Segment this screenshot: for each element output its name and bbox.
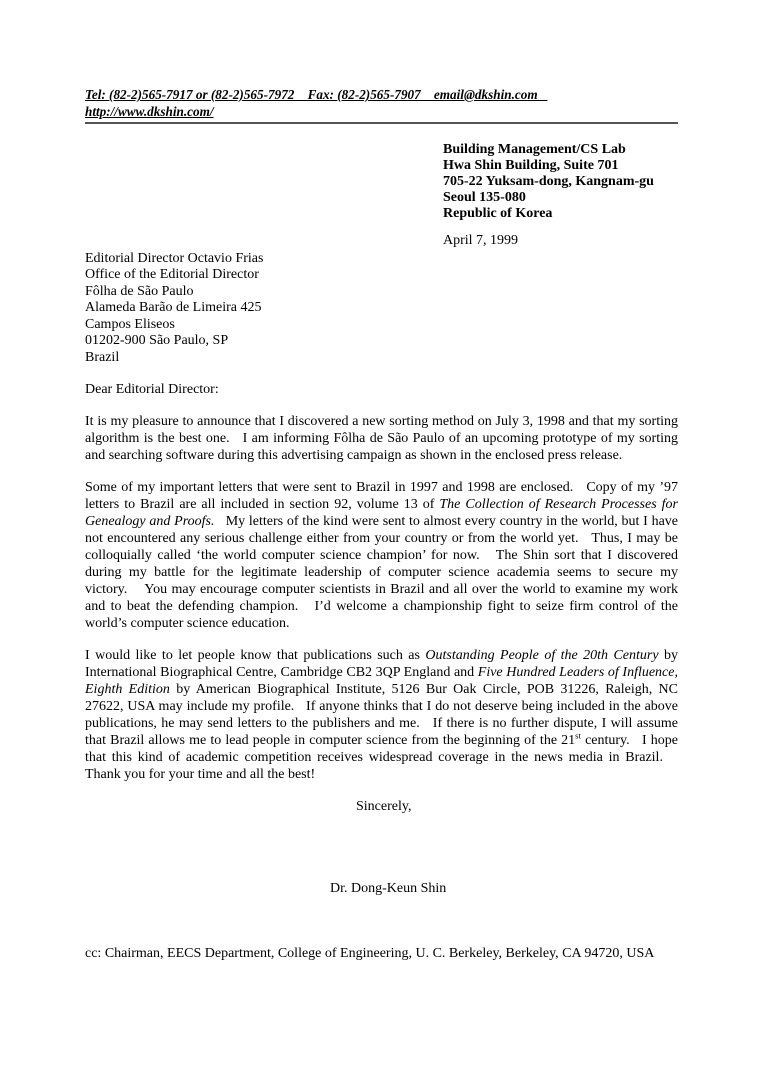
salutation: Dear Editorial Director: xyxy=(85,382,219,397)
letter-date: April 7, 1999 xyxy=(443,232,519,248)
recipient-address-block xyxy=(85,251,678,367)
address-line: Building Management/CS Lab xyxy=(443,141,626,157)
address-line: Office of the Editorial Director xyxy=(85,267,259,282)
address-line: Hwa Shin Building, Suite 701 xyxy=(443,157,619,173)
closing: Sincerely, xyxy=(356,799,412,814)
address-line: 01202-900 São Paulo, SP xyxy=(85,333,229,348)
address-line: Editorial Director Octavio Frias xyxy=(85,250,264,266)
address-line: Fôlha de São Paulo xyxy=(85,283,194,299)
address-line: 705-22 Yuksam-dong, Kangnam-gu xyxy=(443,173,654,189)
address-line: Campos Eliseos xyxy=(85,316,175,332)
body-paragraph: Some of my important letters that were sent to Brazil in 1997 and 1998 are enclosed. Copy of my ’97 letters to Brazil are all included in section 92, volume 13 of The Collection of Research Processes for Genealogy and Proofs. My letters of the kind were sent to almost every country in the world, but I have not encountered any serious challenge either from your country or from the world yet. Thus, I may be colloquially called ‘the world computer science champion’ for now. The Shin sort that I discovered during my battle for the legitimate leadership of computer science academia seems to secure my victory. You may encourage computer scientists in Brazil and all over the world to examine my work and to beat the defending champion. I’d welcome a championship fight to seize firm control of the world’s computer science education. xyxy=(85,480,678,631)
signature-name: Dr. Dong-Keun Shin xyxy=(330,881,447,896)
cc-line: cc: Chairman, EECS Department, College of Engineering, U. C. Berkeley, Berkeley, CA 94720, USA xyxy=(85,946,655,961)
sender-address-block xyxy=(443,142,678,222)
body-paragraph: I would like to let people know that publications such as Outstanding People of the 20th Century by International Biographical Centre, Cambridge CB2 3QP England and Five Hundred Leaders of Influence, Eighth Edition by American Biographical Institute, 5126 Bur Oak Circle, POB 31226, Raleigh, NC 27622, USA may include my profile. If anyone thinks that I do not deserve being included in the above publications, he may send letters to the publishers and me. If there is no further dispute, I will assume that Brazil allows me to lead people in computer science from the beginning of the 21st century. I hope that this kind of academic competition receives widespread coverage in the news media in Brazil. Thank you for your time and all the best! xyxy=(85,648,679,782)
contact-info-line: Tel: (82-2)565-7917 or (82-2)565-7972 Fax: (82-2)565-7907 email@dkshin.com http://www.dkshin.com/ xyxy=(85,86,678,124)
letter-body xyxy=(85,413,678,783)
address-line: Alameda Barão de Limeira 425 xyxy=(85,300,262,315)
body-paragraph: It is my pleasure to announce that I discovered a new sorting method on July 3, 1998 and that my sorting algorithm is the best one. I am informing Fôlha de São Paulo of an upcoming prototype of my sorting and searching software during this advertising campaign as shown in the enclosed press release. xyxy=(85,414,678,463)
address-line: Republic of Korea xyxy=(443,205,553,221)
address-line: Brazil xyxy=(85,349,120,365)
address-line: Seoul 135-080 xyxy=(443,189,526,205)
